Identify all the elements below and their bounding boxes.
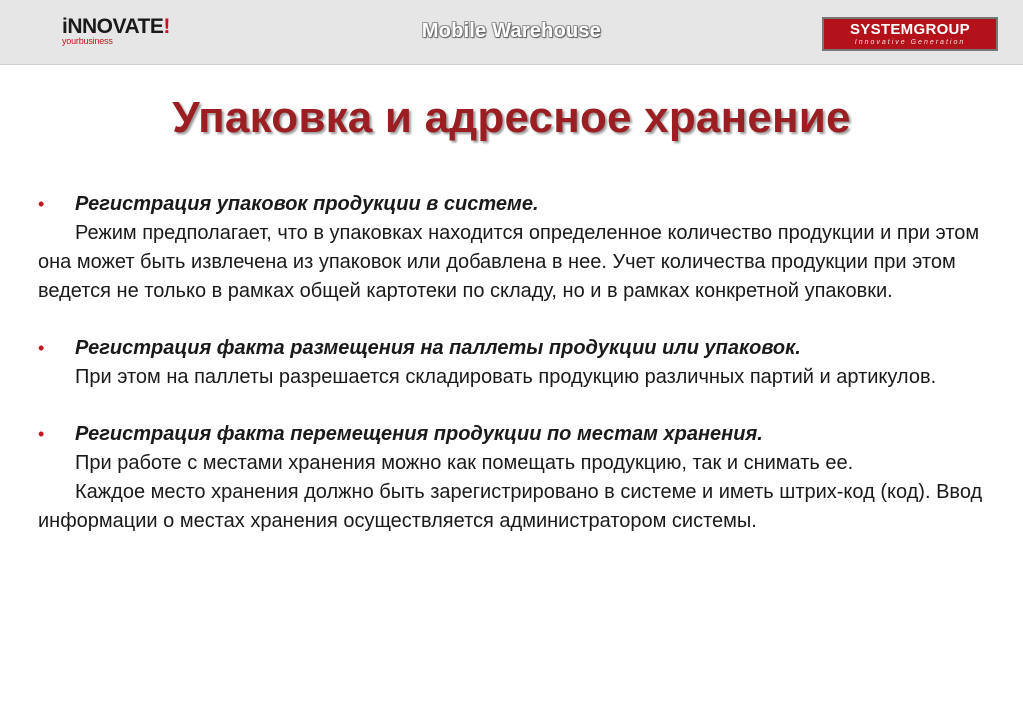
innovate-logo-wordmark: iNNOVATE! [62, 15, 170, 38]
systemgroup-logo-wordmark: SYSTEMGROUP [850, 21, 970, 38]
section-paragraph: При работе с местами хранения можно как помещать продукцию, так и снимать ее. [75, 452, 854, 474]
bullet-icon: • [38, 424, 45, 444]
slide-content [38, 190, 1003, 564]
systemgroup-logo [822, 17, 998, 51]
section-packaging [38, 190, 1003, 306]
section-heading: Регистрация факта размещения на паллеты продукции или упаковок. [75, 337, 801, 359]
innovate-logo-tagline: yourbusiness [62, 36, 113, 46]
section-heading: Регистрация упаковок продукции в системе. [75, 193, 539, 215]
header-title: Mobile Warehouse [421, 20, 602, 42]
section-paragraph: Режим предполагает, что в упаковках находится определенное количество продукции и при этом она может быть извлечена из упаковок или добавлена в нее. Учет количества продукции при этом ведется не только в рамках общей картотеки по складу, но и в рамках конкретной упаковки. [38, 222, 980, 302]
bullet-item [38, 190, 1003, 219]
section-storage-locations [38, 420, 1003, 536]
slide-header [0, 0, 1023, 65]
bullet-icon: • [38, 194, 45, 214]
bullet-item [38, 334, 1003, 363]
section-pallets [38, 334, 1003, 392]
slide-title: Упаковка и адресное хранение [172, 93, 851, 142]
section-paragraph: При этом на паллеты разрешается складировать продукцию различных партий и артикулов. [75, 366, 937, 388]
bullet-icon: • [38, 338, 45, 358]
systemgroup-logo-tagline: Innovative Generation [854, 39, 966, 46]
section-paragraph: Каждое место хранения должно быть зарегистрировано в системе и иметь штрих-код (код). Ввод информации о местах хранения осуществляется администратором системы. [38, 481, 983, 532]
section-heading: Регистрация факта перемещения продукции по местам хранения. [75, 423, 763, 445]
bullet-item [38, 420, 1003, 449]
